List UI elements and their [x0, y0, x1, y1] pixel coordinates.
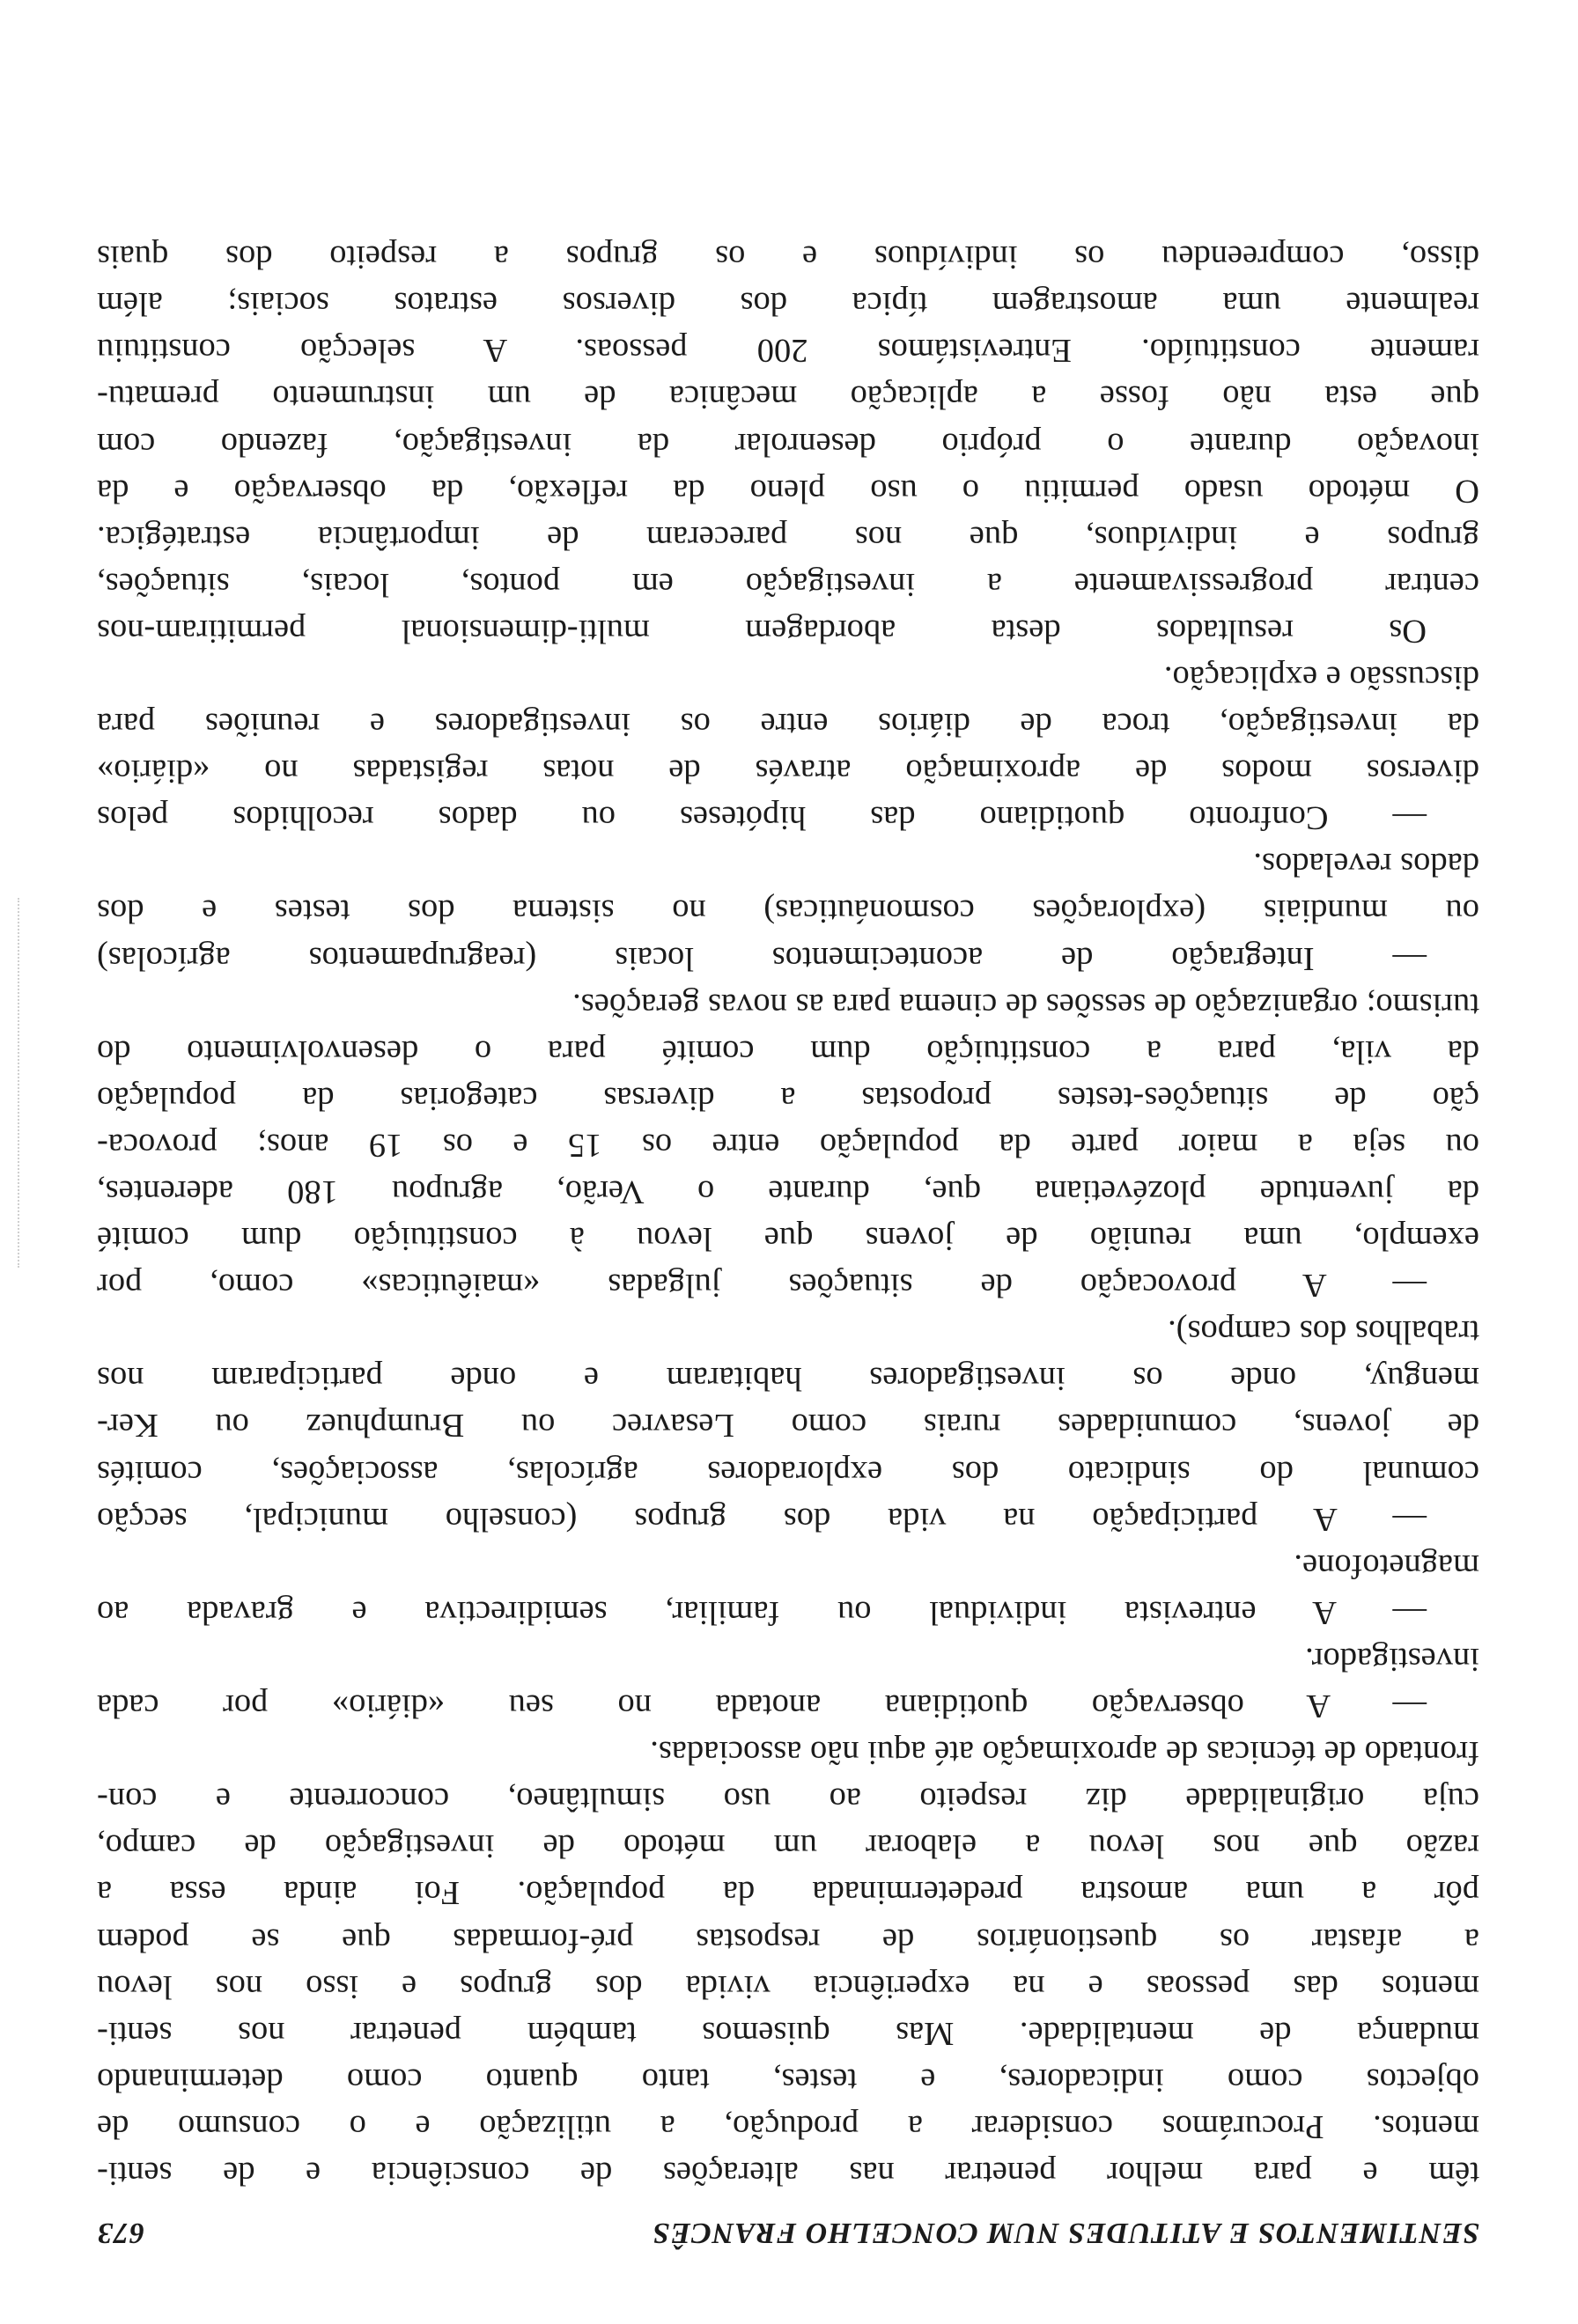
text-line: cuja originalidade diz respeito ao uso simultâneo, concorrente e con- [97, 1781, 1479, 1819]
text-line: realmente uma amostragem típica dos diversos estratos sociais; além [97, 285, 1479, 323]
text-line: dados revelados. [1253, 846, 1479, 884]
text-line: da investigação, troca de diários entre os investigadores e reuniões para [97, 706, 1479, 744]
text-line: têm e para melhor penetrar nas alterações de consciência e de senti- [97, 2155, 1479, 2192]
running-head [97, 2205, 1479, 2249]
text-line: Os resultados desta abordagem multi-dimensional permitiram-nos [97, 612, 1427, 650]
text-line: grupos e indivíduos, que nos pareceram de importância estratégica. [97, 518, 1479, 556]
text-line: discussão e explicação. [1163, 659, 1479, 696]
text-line: mentos das pessoas e na experiência vivida dos grupos e isso nos levou [97, 1967, 1479, 2005]
text-line: comunal do sindicato dos exploradores agrícolas, associações, comités [97, 1453, 1479, 1491]
text-line: investigador. [1305, 1640, 1479, 1678]
body-text [97, 233, 1479, 2196]
text-line: mentos. Procurámos considerar a produção, a utilização e o consumo de [97, 2107, 1479, 2145]
text-line: a afastar os questionários de respostas pré-formadas que se podem [97, 1921, 1479, 1959]
text-line: inovação durante o próprio desenrolar da investigação, fazendo com [97, 425, 1479, 463]
text-line: — A entrevista individual ou familiar, semidirectiva e gravada ao [97, 1593, 1427, 1631]
text-line: mudança de mentalidade. Mas quisemos também penetrar nos senti- [97, 2014, 1479, 2052]
text-line: — Confronto quotidiano das hipóteses ou dados recolhidos pelos [97, 799, 1427, 837]
text-line: menguy, onde os investigadores habitaram e onde participaram nos [97, 1360, 1479, 1398]
text-line: frontado de técnicas de aproximação até aqui não associadas. [650, 1734, 1479, 1772]
text-line: — Integração de acontecimentos locais (reagrupamentos agrícolas) [97, 939, 1427, 977]
text-line: que esta não fosse a aplicação mecânica de um instrumento prematu- [97, 379, 1479, 416]
text-line: exemplo, uma reunião de jovens que levou à constituição dum comité [97, 1220, 1479, 1258]
text-line: O método usado permitiu o uso pleno da reflexão, da observação e da [97, 472, 1479, 510]
paragraph [97, 1636, 1479, 1729]
paragraph [97, 1308, 1479, 1541]
page-number: 673 [97, 2217, 144, 2249]
text-line: ramente constituído. Entrevistámos 200 pessoas. A selecção constituiu [97, 332, 1479, 370]
text-line: — A provocação de situações julgadas «maiêuticas» como, por [97, 1267, 1427, 1305]
paragraph [97, 1542, 1479, 1636]
text-line: — A observação quotidiana anotada no seu «diário» por cada [97, 1688, 1427, 1725]
text-line: da vila, para a constituição dum comité para o desenvolvimento do [97, 1033, 1479, 1070]
text-line: magnetofone. [1294, 1547, 1479, 1585]
text-line: ou mundiais (explorações cosmonáuticas) no sistema dos testes e dos [97, 893, 1479, 930]
text-line: de jovens, comunidades rurais como Lesavrec ou Brumphuez ou Ker- [97, 1407, 1479, 1445]
scan-edge-marks [16, 898, 19, 1268]
text-line: turismo; organização de sessões de cinema para as novas gerações. [572, 986, 1479, 1024]
text-line: ou seja a maior parte da população entre os 15 e os 19 anos; provoca- [97, 1126, 1479, 1164]
text-line: — A participação na vida dos grupos (conselho municipal, secção [97, 1500, 1427, 1538]
paragraph [97, 982, 1479, 1309]
text-line: razão que nos levou a elaborar um método de investigação de campo, [97, 1828, 1479, 1865]
paragraph [97, 233, 1479, 654]
text-line: da juventude plozévetiana que, durante o Verão, agrupou 180 aderentes, [97, 1173, 1479, 1211]
running-title: SENTIMENTOS E ATITUDES NUM CONCELHO FRANCÊS [652, 2217, 1479, 2249]
text-line: pôr a uma amostra predeterminada da população. Foi ainda essa a [97, 1874, 1479, 1912]
text-line: disso, compreendeu os indivíduos e os grupos a respeito dos quais [97, 239, 1479, 276]
paragraph [97, 1729, 1479, 2196]
text-line: ção de situações-testes propostas a diversas categorias da população [97, 1079, 1479, 1117]
text-line: diversos modos de aproximação através de notas registadas no «diário» [97, 753, 1479, 791]
text-line: trabalhos dos campos). [1168, 1313, 1479, 1351]
text-line: centrar progressivamente a investigação em pontos, locais, situações, [97, 565, 1479, 603]
text-line: objectos como indicadores, e testes, tanto quanto como determinando [97, 2061, 1479, 2099]
paragraph [97, 841, 1479, 981]
paragraph [97, 654, 1479, 841]
text-block [97, 233, 1479, 2249]
